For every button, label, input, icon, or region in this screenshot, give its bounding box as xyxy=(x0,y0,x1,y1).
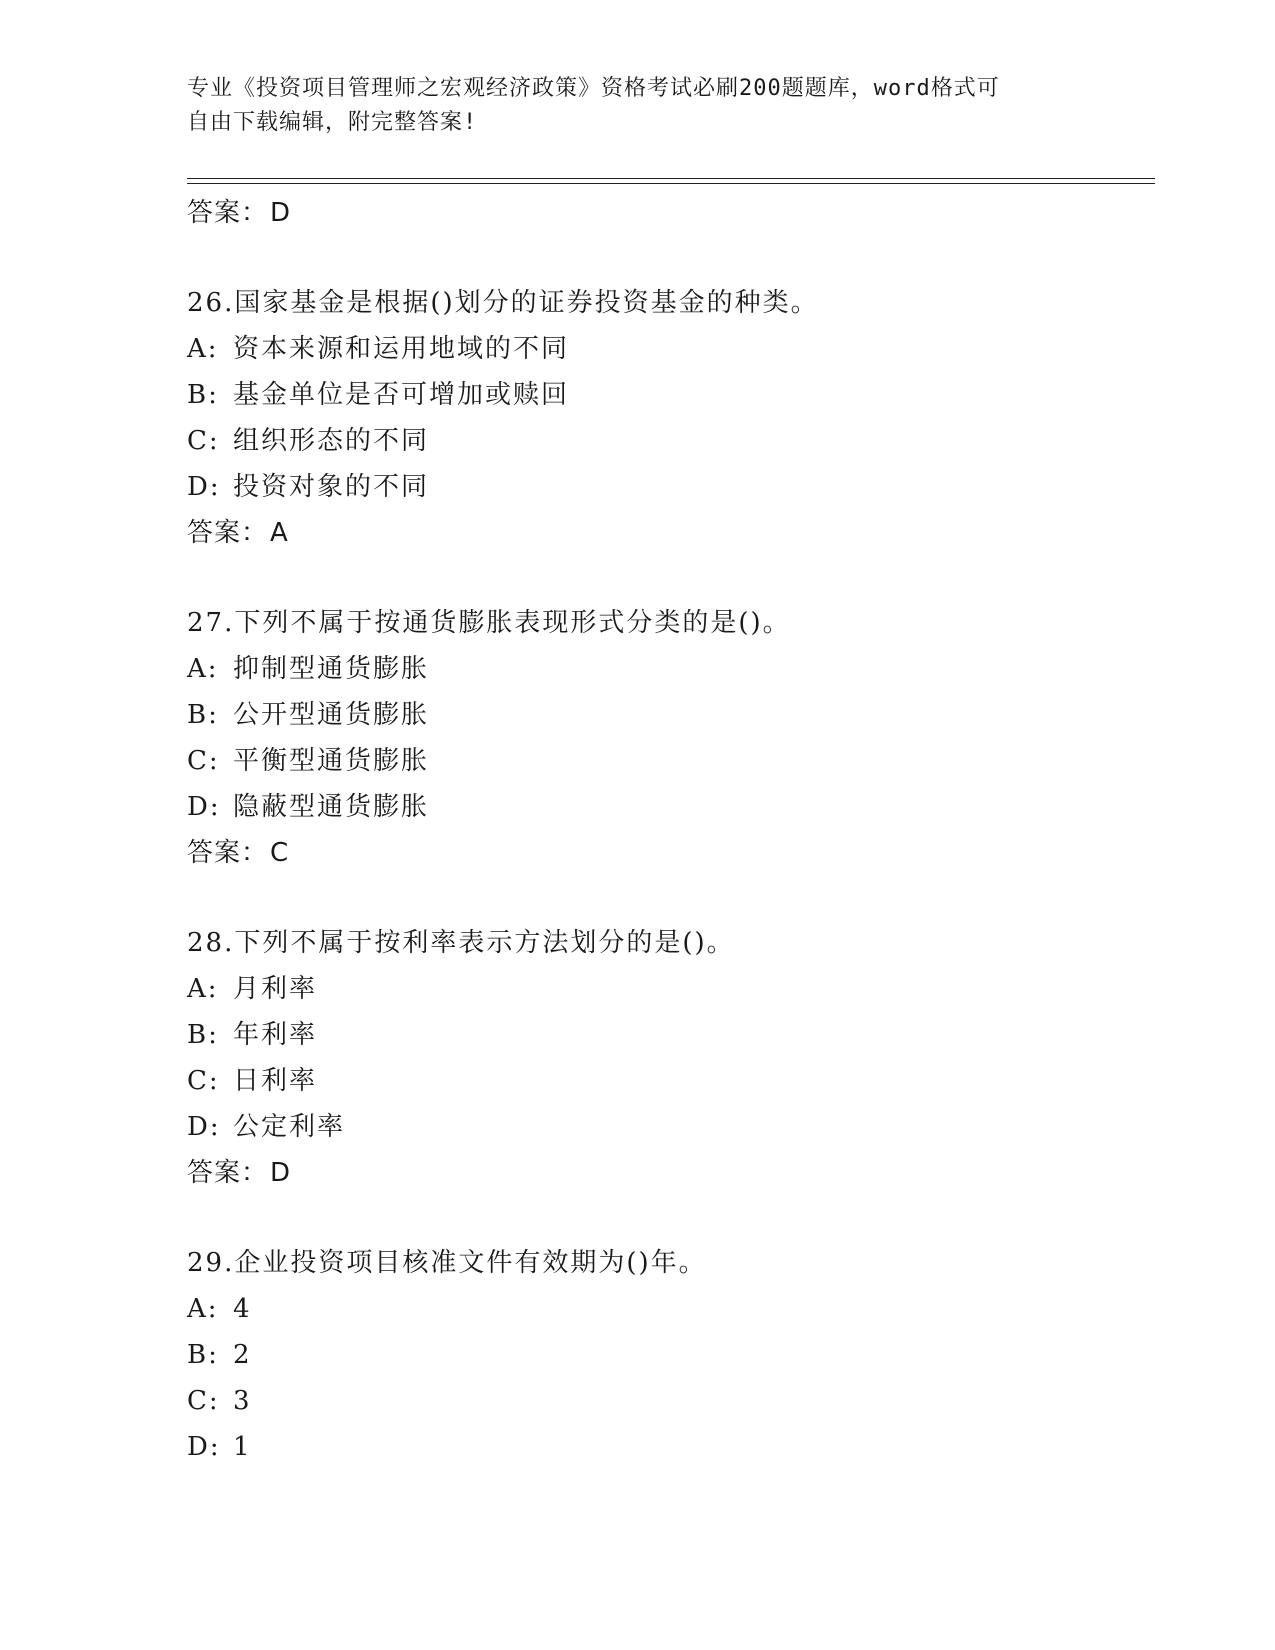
option-text: 平衡型通货膨胀 xyxy=(233,746,430,776)
option-d xyxy=(187,784,1155,830)
option-c xyxy=(187,418,1155,464)
option-text: 基金单位是否可增加或赎回 xyxy=(233,380,570,410)
answer-line xyxy=(187,1150,1155,1196)
option-key: C: xyxy=(187,746,220,776)
option-d xyxy=(187,1424,1155,1470)
option-text: 组织形态的不同 xyxy=(233,426,430,456)
option-key: D: xyxy=(187,472,221,502)
answer-line xyxy=(187,510,1155,556)
spacer xyxy=(187,556,1155,600)
option-c xyxy=(187,738,1155,784)
option-key: A: xyxy=(187,974,219,1004)
question-stem: 26.国家基金是根据()划分的证券投资基金的种类。 xyxy=(187,288,819,318)
answer-line xyxy=(187,190,1155,236)
option-key: C: xyxy=(187,1386,220,1416)
option-b xyxy=(187,692,1155,738)
option-key: A: xyxy=(187,654,219,684)
option-key: B: xyxy=(187,1340,219,1370)
option-key: B: xyxy=(187,1020,219,1050)
question-list xyxy=(187,190,1155,1470)
option-key: B: xyxy=(187,700,219,730)
header-line-1: 专业《投资项目管理师之宏观经济政策》资格考试必刷200题题库，word格式可 xyxy=(187,76,1000,101)
option-a xyxy=(187,646,1155,692)
option-b xyxy=(187,1332,1155,1378)
option-text: 日利率 xyxy=(233,1066,318,1096)
option-key: A: xyxy=(187,334,219,364)
header-divider-top xyxy=(187,178,1155,179)
spacer xyxy=(187,236,1155,280)
option-d xyxy=(187,1104,1155,1150)
answer-line xyxy=(187,830,1155,876)
header-divider-bottom xyxy=(187,183,1155,184)
option-text: 3 xyxy=(233,1386,252,1416)
option-key: B: xyxy=(187,380,219,410)
answer-value: A xyxy=(270,518,289,548)
option-key: D: xyxy=(187,792,221,822)
option-key: C: xyxy=(187,426,220,456)
option-a xyxy=(187,326,1155,372)
option-a xyxy=(187,966,1155,1012)
option-text: 公定利率 xyxy=(233,1112,346,1142)
option-d xyxy=(187,464,1155,510)
answer-label: 答案： xyxy=(187,198,269,228)
option-b xyxy=(187,1012,1155,1058)
option-key: D: xyxy=(187,1432,221,1462)
answer-label: 答案： xyxy=(187,1158,269,1188)
option-key: C: xyxy=(187,1066,220,1096)
option-text: 公开型通货膨胀 xyxy=(233,700,430,730)
option-key: A: xyxy=(187,1294,219,1324)
option-text: 月利率 xyxy=(233,974,318,1004)
option-text: 2 xyxy=(233,1340,252,1370)
option-key: D: xyxy=(187,1112,221,1142)
option-text: 抑制型通货膨胀 xyxy=(233,654,430,684)
header-line-2: 自由下载编辑，附完整答案! xyxy=(187,110,478,135)
answer-value: D xyxy=(270,198,292,228)
option-text: 年利率 xyxy=(233,1020,318,1050)
answer-label: 答案： xyxy=(187,518,269,548)
option-text: 隐蔽型通货膨胀 xyxy=(233,792,430,822)
option-text: 投资对象的不同 xyxy=(233,472,430,502)
question-stem: 27.下列不属于按通货膨胀表现形式分类的是()。 xyxy=(187,608,791,638)
option-b xyxy=(187,372,1155,418)
document-header xyxy=(187,72,1067,140)
option-c xyxy=(187,1378,1155,1424)
option-a xyxy=(187,1286,1155,1332)
answer-label: 答案： xyxy=(187,838,269,868)
option-text: 1 xyxy=(233,1432,252,1462)
answer-value: D xyxy=(270,1158,292,1188)
option-c xyxy=(187,1058,1155,1104)
option-text: 4 xyxy=(233,1294,252,1324)
spacer xyxy=(187,1196,1155,1240)
spacer xyxy=(187,876,1155,920)
option-text: 资本来源和运用地域的不同 xyxy=(233,334,570,364)
answer-value: C xyxy=(270,838,290,868)
question-stem: 29.企业投资项目核准文件有效期为()年。 xyxy=(187,1248,707,1278)
question-stem: 28.下列不属于按利率表示方法划分的是()。 xyxy=(187,928,735,958)
